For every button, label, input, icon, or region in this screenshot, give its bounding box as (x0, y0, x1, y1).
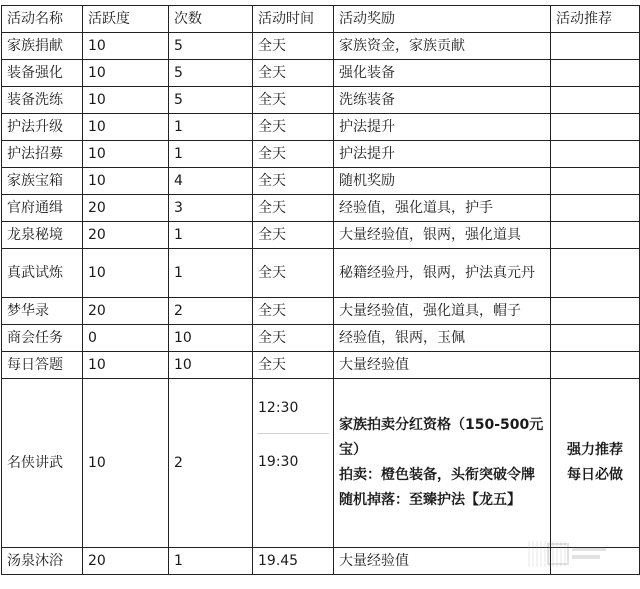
table-row (2, 298, 640, 325)
cell-activity: 10 (83, 87, 169, 114)
cell-activity: 0 (83, 325, 169, 352)
cell-activity: 10 (83, 114, 169, 141)
cell-recommend (551, 87, 640, 114)
cell-time: 全天 (253, 33, 334, 60)
cell-name: 龙泉秘境 (2, 222, 83, 249)
cell-recommend (551, 60, 640, 87)
table-row (2, 33, 640, 60)
cell-name: 装备洗练 (2, 87, 83, 114)
cell-count: 1 (169, 548, 253, 575)
cell-count: 5 (169, 87, 253, 114)
cell-count: 1 (169, 222, 253, 249)
cell-reward: 大量经验值 (334, 352, 551, 379)
header-activity-points: 活跃度 (83, 6, 169, 33)
cell-name: 护法升级 (2, 114, 83, 141)
table-row (2, 325, 640, 352)
cell-recommend (551, 325, 640, 352)
cell-reward: 强化装备 (334, 60, 551, 87)
table-row (2, 222, 640, 249)
table-row (2, 114, 640, 141)
header-time: 活动时间 (253, 6, 334, 33)
header-count: 次数 (169, 6, 253, 33)
cell-activity: 20 (83, 222, 169, 249)
table-row (2, 249, 640, 298)
cell-reward: 大量经验值 (334, 548, 551, 575)
featured-reward-line: 拍卖：橙色装备，头衔突破令牌 (339, 467, 535, 483)
cell-recommend (551, 249, 640, 298)
cell-time: 19.45 (253, 548, 334, 575)
cell-reward: 洗练装备 (334, 87, 551, 114)
cell-name: 护法招募 (2, 141, 83, 168)
cell-name: 梦华录 (2, 298, 83, 325)
cell-recommend (551, 168, 640, 195)
cell-reward: 护法提升 (334, 141, 551, 168)
cell-reward: 秘籍经验丹，银两，护法真元丹 (334, 249, 551, 298)
table-header-row (2, 6, 640, 33)
featured-reward-line: 家族拍卖分红资格（150-500元宝） (339, 417, 544, 458)
cell-count: 10 (169, 325, 253, 352)
cell-activity: 10 (83, 249, 169, 298)
cell-activity: 10 (83, 141, 169, 168)
cell-name: 商会任务 (2, 325, 83, 352)
table-row (2, 352, 640, 379)
cell-time: 全天 (253, 60, 334, 87)
featured-time-2: 19:30 (258, 454, 299, 470)
header-recommend: 活动推荐 (551, 6, 640, 33)
table-row (2, 60, 640, 87)
cell-recommend (551, 33, 640, 60)
cell-time: 全天 (253, 87, 334, 114)
cell-time: 全天 (253, 298, 334, 325)
cell-time: 全天 (253, 141, 334, 168)
cell-count: 10 (169, 352, 253, 379)
cell-reward: 经验值，强化道具，护手 (334, 195, 551, 222)
table-row (2, 195, 640, 222)
cell-time: 全天 (253, 114, 334, 141)
featured-count: 2 (169, 379, 253, 548)
cell-activity: 20 (83, 195, 169, 222)
cell-time: 全天 (253, 249, 334, 298)
cell-recommend (551, 141, 640, 168)
cell-name: 家族捐献 (2, 33, 83, 60)
cell-count: 4 (169, 168, 253, 195)
cell-count: 5 (169, 60, 253, 87)
cell-reward: 随机奖励 (334, 168, 551, 195)
cell-name: 每日答题 (2, 352, 83, 379)
featured-activity: 10 (83, 379, 169, 548)
cell-activity: 10 (83, 168, 169, 195)
featured-time-1: 12:30 (258, 400, 299, 416)
table-row (2, 87, 640, 114)
cell-count: 5 (169, 33, 253, 60)
activity-table (1, 5, 640, 575)
cell-recommend (551, 298, 640, 325)
cell-reward: 经验值，银两，玉佩 (334, 325, 551, 352)
featured-name: 名侠讲武 (2, 379, 83, 548)
cell-name: 官府通缉 (2, 195, 83, 222)
cell-name: 装备强化 (2, 60, 83, 87)
cell-count: 1 (169, 114, 253, 141)
cell-recommend (551, 352, 640, 379)
cell-time: 全天 (253, 168, 334, 195)
cell-recommend (551, 222, 640, 249)
cell-time: 全天 (253, 195, 334, 222)
cell-recommend (551, 114, 640, 141)
recommend-line: 每日必做 (567, 467, 623, 483)
cell-count: 3 (169, 195, 253, 222)
cell-reward: 护法提升 (334, 114, 551, 141)
cell-name: 家族宝箱 (2, 168, 83, 195)
cell-reward: 大量经验值，银两，强化道具 (334, 222, 551, 249)
cell-time: 全天 (253, 325, 334, 352)
cell-time: 全天 (253, 352, 334, 379)
cell-count: 1 (169, 249, 253, 298)
cell-activity: 20 (83, 298, 169, 325)
time-divider (257, 433, 329, 434)
cell-count: 1 (169, 141, 253, 168)
featured-recommend (551, 379, 640, 548)
watermark-logo-icon (546, 541, 610, 567)
cell-recommend (551, 195, 640, 222)
cell-name: 真武试炼 (2, 249, 83, 298)
cell-time: 全天 (253, 222, 334, 249)
cell-activity: 10 (83, 352, 169, 379)
cell-activity: 20 (83, 548, 169, 575)
cell-activity: 10 (83, 60, 169, 87)
cell-reward: 家族资金，家族贡献 (334, 33, 551, 60)
featured-time (253, 379, 334, 548)
cell-activity: 10 (83, 33, 169, 60)
cell-name: 汤泉沐浴 (2, 548, 83, 575)
header-activity-name: 活动名称 (2, 6, 83, 33)
recommend-line: 强力推荐 (567, 442, 623, 458)
featured-reward-line: 随机掉落：至臻护法【龙五】 (339, 492, 521, 508)
featured-row (2, 379, 640, 548)
table-row (2, 168, 640, 195)
cell-count: 2 (169, 298, 253, 325)
cell-reward: 大量经验值，强化道具，帽子 (334, 298, 551, 325)
table-row (2, 141, 640, 168)
header-reward: 活动奖励 (334, 6, 551, 33)
featured-reward (334, 379, 551, 548)
